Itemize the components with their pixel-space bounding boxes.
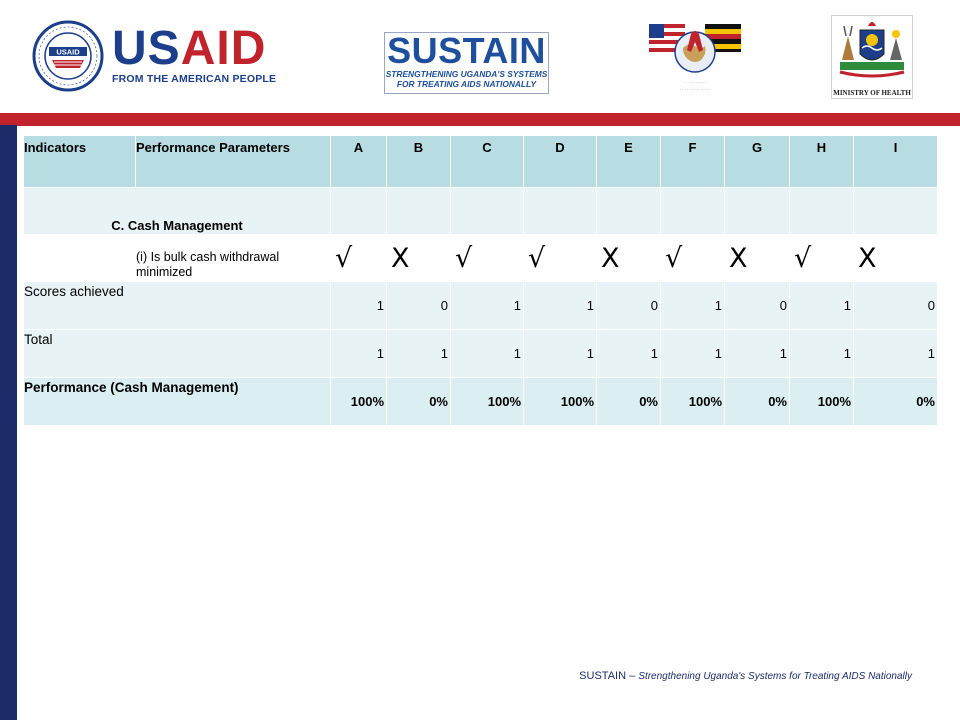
performance-col-i: 0% (854, 378, 938, 426)
footer-brand: SUSTAIN (579, 670, 627, 682)
usaid-wordmark-us: US (112, 22, 181, 75)
table-cell (725, 188, 790, 235)
table-cell (661, 188, 725, 235)
footer-tagline: Strengthening Uganda's Systems for Treating AIDS Nationally (638, 671, 912, 682)
table-cell (451, 188, 524, 235)
score-col-b: 0 (387, 282, 451, 330)
svg-text:· · · · · · · · · · · · ·: · · · · · · · · · · · · · (679, 87, 711, 92)
performance-col-h: 100% (790, 378, 854, 426)
score-col-d: 1 (524, 282, 597, 330)
performance-col-d: 100% (524, 378, 597, 426)
mark-col-c: √ (451, 235, 524, 282)
table-cell (24, 235, 136, 282)
sustain-logo-word: SUSTAIN (387, 30, 546, 71)
header-col-g: G (725, 136, 790, 188)
table-cell (597, 188, 661, 235)
header-red-band (0, 113, 960, 126)
section-title: C. Cash Management (24, 188, 331, 235)
score-col-a: 1 (331, 282, 387, 330)
scores-label: Scores achieved (24, 282, 331, 330)
header-col-b: B (387, 136, 451, 188)
header-col-c: C (451, 136, 524, 188)
mark-col-g: X (725, 235, 790, 282)
total-col-d: 1 (524, 330, 597, 378)
mark-col-h: √ (790, 235, 854, 282)
table-cell (331, 188, 387, 235)
header-col-d: D (524, 136, 597, 188)
mark-col-e: X (597, 235, 661, 282)
performance-col-b: 0% (387, 378, 451, 426)
svg-text:· · · · · · · · · ·: · · · · · · · · · · (683, 80, 707, 85)
sustain-logo (384, 32, 549, 94)
mark-col-d: √ (524, 235, 597, 282)
score-col-i: 0 (854, 282, 938, 330)
performance-col-f: 100% (661, 378, 725, 426)
table-cell (387, 188, 451, 235)
table-cell (524, 188, 597, 235)
table-cell (854, 188, 938, 235)
performance-label: Performance (Cash Management) (24, 378, 331, 426)
performance-col-c: 100% (451, 378, 524, 426)
total-label: Total (24, 330, 331, 378)
total-col-f: 1 (661, 330, 725, 378)
item-question: (i) Is bulk cash withdrawal minimized (136, 235, 331, 282)
usaid-seal-logo (32, 20, 104, 92)
usaid-tagline: FROM THE AMERICAN PEOPLE (112, 73, 277, 85)
total-col-c: 1 (451, 330, 524, 378)
sustain-logo-tagline-2: FOR TREATING AIDS NATIONALLY (396, 79, 537, 89)
ministry-of-health-text: MINISTRY OF HEALTH (833, 89, 911, 97)
footer-separator: – (629, 670, 636, 682)
header-col-i: I (854, 136, 938, 188)
total-col-e: 1 (597, 330, 661, 378)
performance-col-g: 0% (725, 378, 790, 426)
mark-col-b: X (387, 235, 451, 282)
header-col-h: H (790, 136, 854, 188)
usaid-wordmark-aid: AID (180, 22, 267, 75)
left-navy-bar (0, 125, 17, 720)
total-col-i: 1 (854, 330, 938, 378)
us-uganda-partnership-logo (645, 14, 745, 98)
table-header-row (24, 136, 938, 188)
header-col-f: F (661, 136, 725, 188)
usaid-wordmark (112, 22, 282, 85)
performance-row (24, 378, 938, 426)
score-col-c: 1 (451, 282, 524, 330)
score-col-f: 1 (661, 282, 725, 330)
header-col-a: A (331, 136, 387, 188)
mark-col-f: √ (661, 235, 725, 282)
header-col-e: E (597, 136, 661, 188)
header-indicators: Indicators (24, 136, 136, 188)
ministry-of-health-logo (831, 15, 913, 99)
performance-col-e: 0% (597, 378, 661, 426)
total-col-a: 1 (331, 330, 387, 378)
performance-col-a: 100% (331, 378, 387, 426)
total-col-g: 1 (725, 330, 790, 378)
scores-row (24, 282, 938, 330)
total-row (24, 330, 938, 378)
mark-col-i: X (854, 235, 938, 282)
total-col-h: 1 (790, 330, 854, 378)
score-col-g: 0 (725, 282, 790, 330)
usaid-seal-center-text: USAID (56, 47, 80, 57)
header-performance-parameters: Performance Parameters (136, 136, 331, 188)
score-col-h: 1 (790, 282, 854, 330)
item-row (24, 235, 938, 282)
total-col-b: 1 (387, 330, 451, 378)
mark-col-a: √ (331, 235, 387, 282)
section-row (24, 188, 938, 235)
performance-table (23, 135, 938, 426)
score-col-e: 0 (597, 282, 661, 330)
sustain-logo-tagline-1: STRENGTHENING UGANDA'S SYSTEMS (385, 69, 548, 79)
footer (480, 670, 912, 682)
table-cell (790, 188, 854, 235)
